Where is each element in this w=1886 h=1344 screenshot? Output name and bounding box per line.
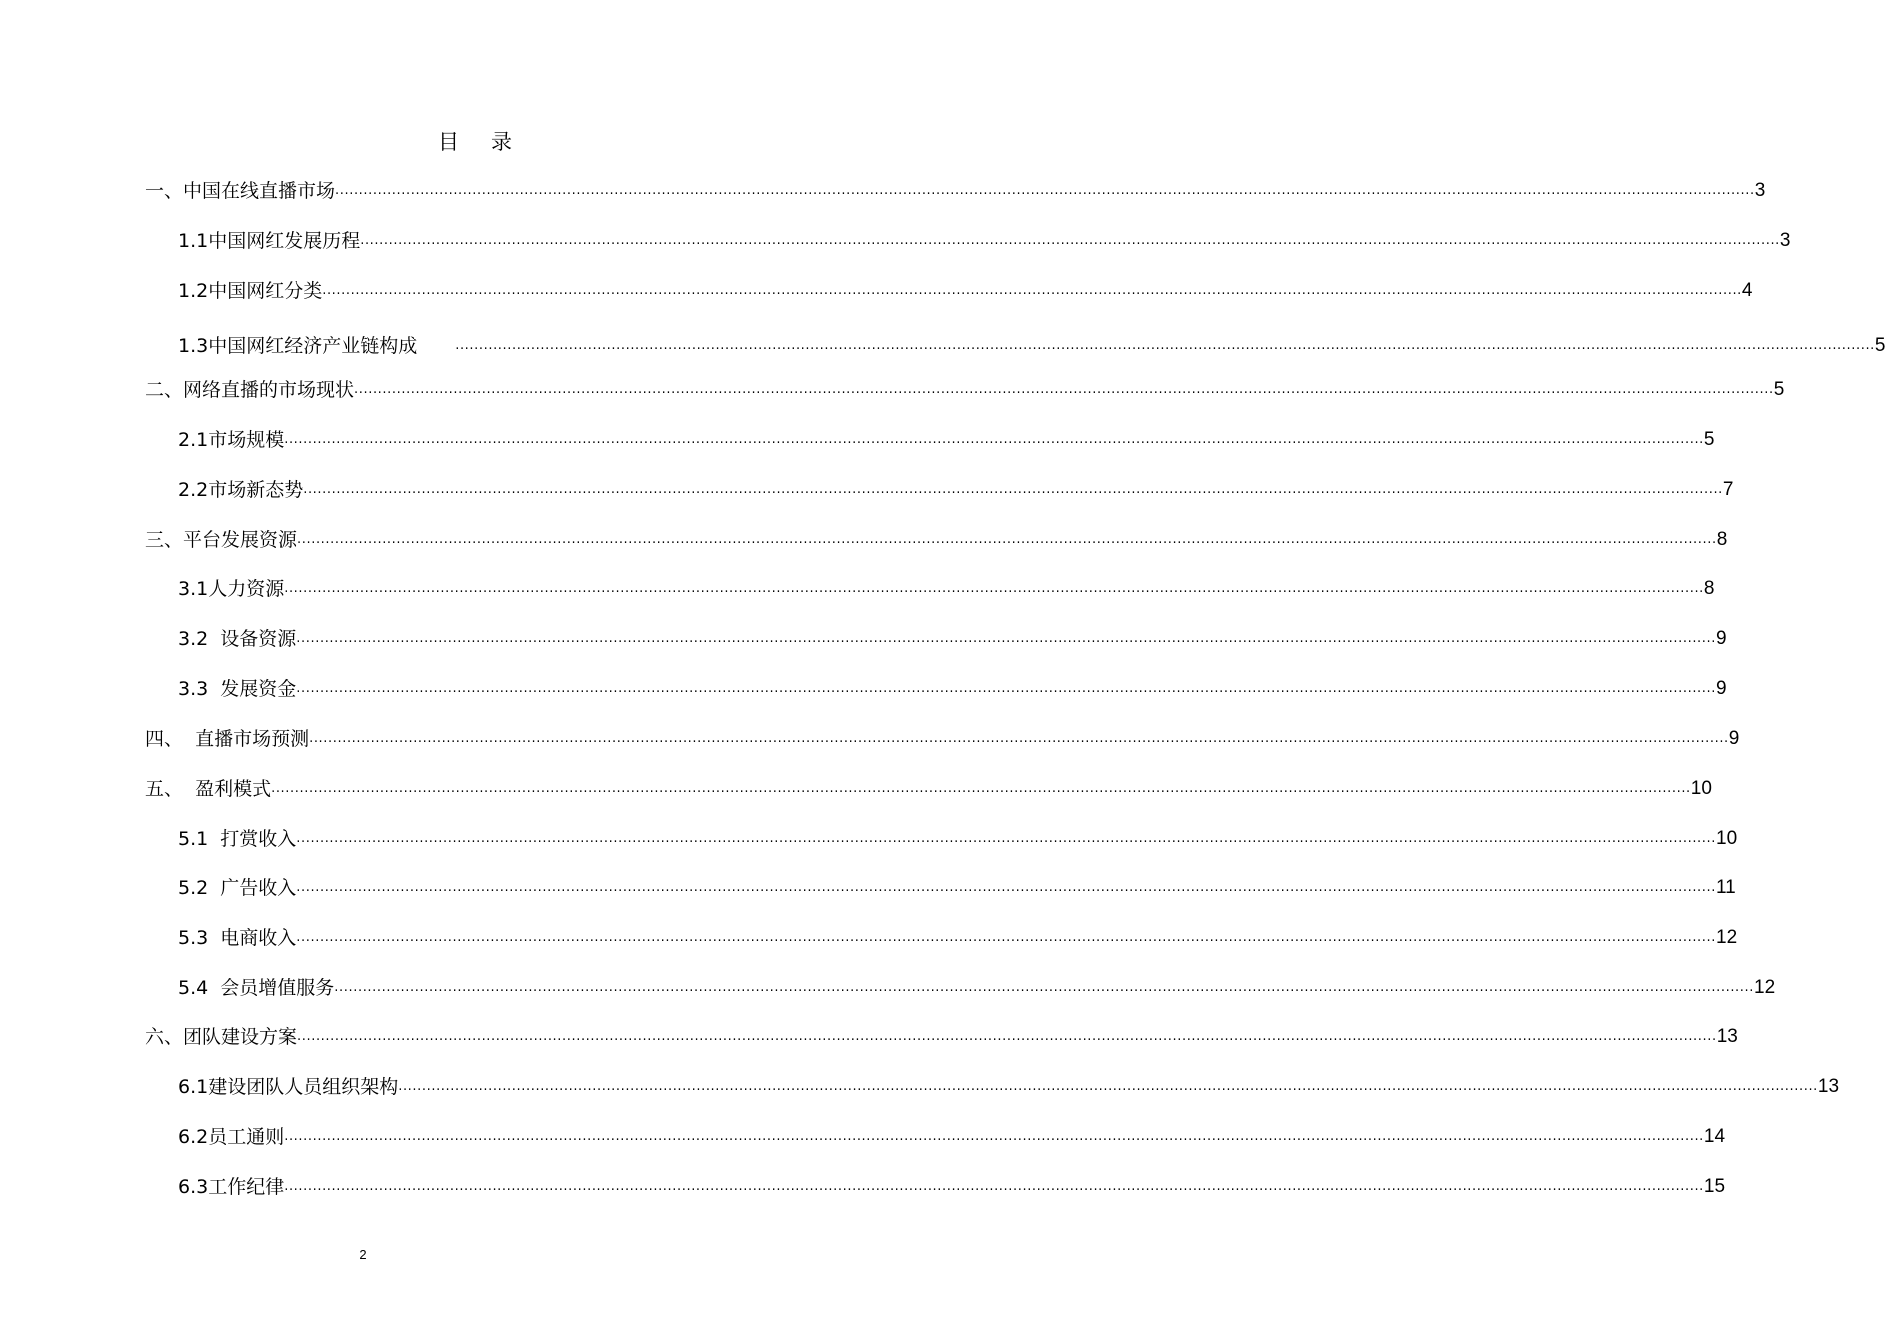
toc-entry-page: 8 (1703, 578, 1715, 599)
dot-leader: ............................................................................................................................................................................................................................................................................................................ (297, 1029, 1717, 1044)
toc-entry[interactable] (178, 924, 1738, 952)
toc-entry[interactable] (178, 277, 1753, 305)
toc-entry-label: 五、 盈利模式 (145, 778, 272, 800)
toc-entry[interactable] (145, 1023, 1738, 1051)
toc-entry[interactable] (178, 227, 1791, 255)
dot-leader: ............................................................................................................................................................................................................................................................................................................ (309, 731, 1729, 746)
toc-entry-page: 12 (1754, 977, 1776, 998)
dot-leader: ............................................................................................................................................................................................................................................................................................................ (297, 532, 1717, 547)
toc-entry[interactable] (178, 874, 1736, 902)
dot-leader: ............................................................................................................................................................................................................................................................................................................ (296, 930, 1716, 945)
toc-entry-page: 5 (1874, 335, 1886, 356)
toc-entry[interactable] (178, 1073, 1840, 1101)
toc-entry-label: 6.3工作纪律 (178, 1176, 285, 1198)
toc-entry-page: 13 (1716, 1026, 1738, 1047)
page-number: 2 (359, 1247, 367, 1262)
toc-entry[interactable] (178, 1123, 1726, 1151)
toc-entry-page: 5 (1773, 379, 1785, 400)
dot-leader: ............................................................................................................................................................................................................................................................................................................ (296, 880, 1716, 895)
dot-leader: ............................................................................................................................................................................................................................................................................................................ (271, 781, 1691, 796)
toc-entry[interactable] (145, 775, 1712, 803)
toc-title-char-2: 录 (491, 130, 512, 154)
toc-entry[interactable] (145, 725, 1740, 753)
toc-entry-label: 1.2中国网红分类 (178, 280, 323, 302)
toc-entry-page: 4 (1741, 280, 1753, 301)
dot-leader: ............................................................................................................................................................................................................................................................................................................ (354, 382, 1774, 397)
toc-entry-label: 5.1 打赏收入 (178, 828, 297, 850)
dot-leader: ............................................................................................................................................................................................................................................................................................................ (284, 581, 1704, 596)
toc-title (0, 126, 950, 156)
dot-leader: ............................................................................................................................................................................................................................................................................................................ (303, 482, 1723, 497)
toc-entry-label: 一、中国在线直播市场 (145, 180, 336, 202)
toc-entry-page: 9 (1716, 678, 1727, 699)
toc-entry[interactable] (145, 177, 1766, 205)
dot-leader: ............................................................................................................................................................................................................................................................................................................ (398, 1079, 1818, 1094)
toc-entry-label: 1.3中国网红经济产业链构成 (178, 335, 418, 357)
toc-title-char-1: 目 (438, 130, 459, 154)
toc-entry[interactable] (178, 575, 1715, 603)
toc-entry[interactable] (178, 675, 1727, 703)
toc-entry-label: 6.2员工通则 (178, 1126, 285, 1148)
toc-entry-page: 15 (1703, 1176, 1726, 1197)
toc-entry-page: 5 (1703, 429, 1715, 450)
dot-leader: ............................................................................................................................................................................................................................................................................................................ (284, 1129, 1704, 1144)
toc-entry-page: 3 (1779, 230, 1791, 251)
dot-leader: ............................................................................................................................................................................................................................................................................................................ (296, 831, 1716, 846)
toc-entry-label: 1.1中国网红发展历程 (178, 230, 361, 252)
toc-entry[interactable] (145, 376, 1785, 404)
toc-entry-label: 3.2 设备资源 (178, 628, 297, 650)
dot-leader: ............................................................................................................................................................................................................................................................................................................ (334, 980, 1754, 995)
dot-leader: ............................................................................................................................................................................................................................................................................................................ (296, 681, 1716, 696)
toc-entry-page: 11 (1716, 877, 1736, 898)
toc-entry-label: 三、平台发展资源 (145, 529, 298, 551)
toc-entry-label: 3.3 发展资金 (178, 678, 297, 700)
toc-entry[interactable] (145, 526, 1728, 554)
dot-leader: ............................................................................................................................................................................................................................................................................................................ (455, 338, 1875, 353)
toc-entry[interactable] (178, 625, 1727, 653)
toc-entry-label: 2.1市场规模 (178, 429, 285, 451)
toc-entry-page: 8 (1716, 529, 1728, 550)
toc-entry-label: 5.2 广告收入 (178, 877, 297, 899)
dot-leader: ............................................................................................................................................................................................................................................................................................................ (284, 432, 1704, 447)
toc-entry-label: 5.4 会员增值服务 (178, 977, 335, 999)
toc-entry-label: 2.2市场新态势 (178, 479, 304, 501)
toc-entry-page: 3 (1754, 180, 1766, 201)
toc-entry-page: 12 (1716, 927, 1738, 948)
toc-entry-page: 10 (1716, 828, 1738, 849)
toc-entry-label: 3.1人力资源 (178, 578, 285, 600)
dot-leader: ............................................................................................................................................................................................................................................................................................................ (296, 631, 1716, 646)
dot-leader: ............................................................................................................................................................................................................................................................................................................ (335, 183, 1755, 198)
toc-entry[interactable] (178, 825, 1738, 853)
toc-entry-label: 5.3 电商收入 (178, 927, 297, 949)
toc-entry[interactable] (178, 974, 1776, 1002)
toc-entry-page: 9 (1728, 728, 1740, 749)
toc-entry-label: 6.1建设团队人员组织架构 (178, 1076, 399, 1098)
toc-entry-page: 9 (1716, 628, 1727, 649)
toc-entry-page: 13 (1817, 1076, 1840, 1097)
toc-entry-page: 7 (1722, 479, 1734, 500)
toc-entry-page: 14 (1703, 1126, 1726, 1147)
toc-entry-page: 10 (1690, 778, 1712, 799)
toc-entry-label: 六、团队建设方案 (145, 1026, 298, 1048)
toc-entry[interactable] (178, 426, 1715, 454)
toc-entry[interactable] (178, 1173, 1726, 1201)
toc-entry[interactable] (178, 332, 1886, 360)
toc-entry-label: 四、 直播市场预测 (145, 728, 310, 750)
dot-leader: ............................................................................................................................................................................................................................................................................................................ (284, 1179, 1704, 1194)
dot-leader: ............................................................................................................................................................................................................................................................................................................ (322, 283, 1742, 298)
dot-leader: ............................................................................................................................................................................................................................................................................................................ (360, 233, 1780, 248)
toc-entry[interactable] (178, 476, 1734, 504)
toc-entry-label: 二、网络直播的市场现状 (145, 379, 355, 401)
